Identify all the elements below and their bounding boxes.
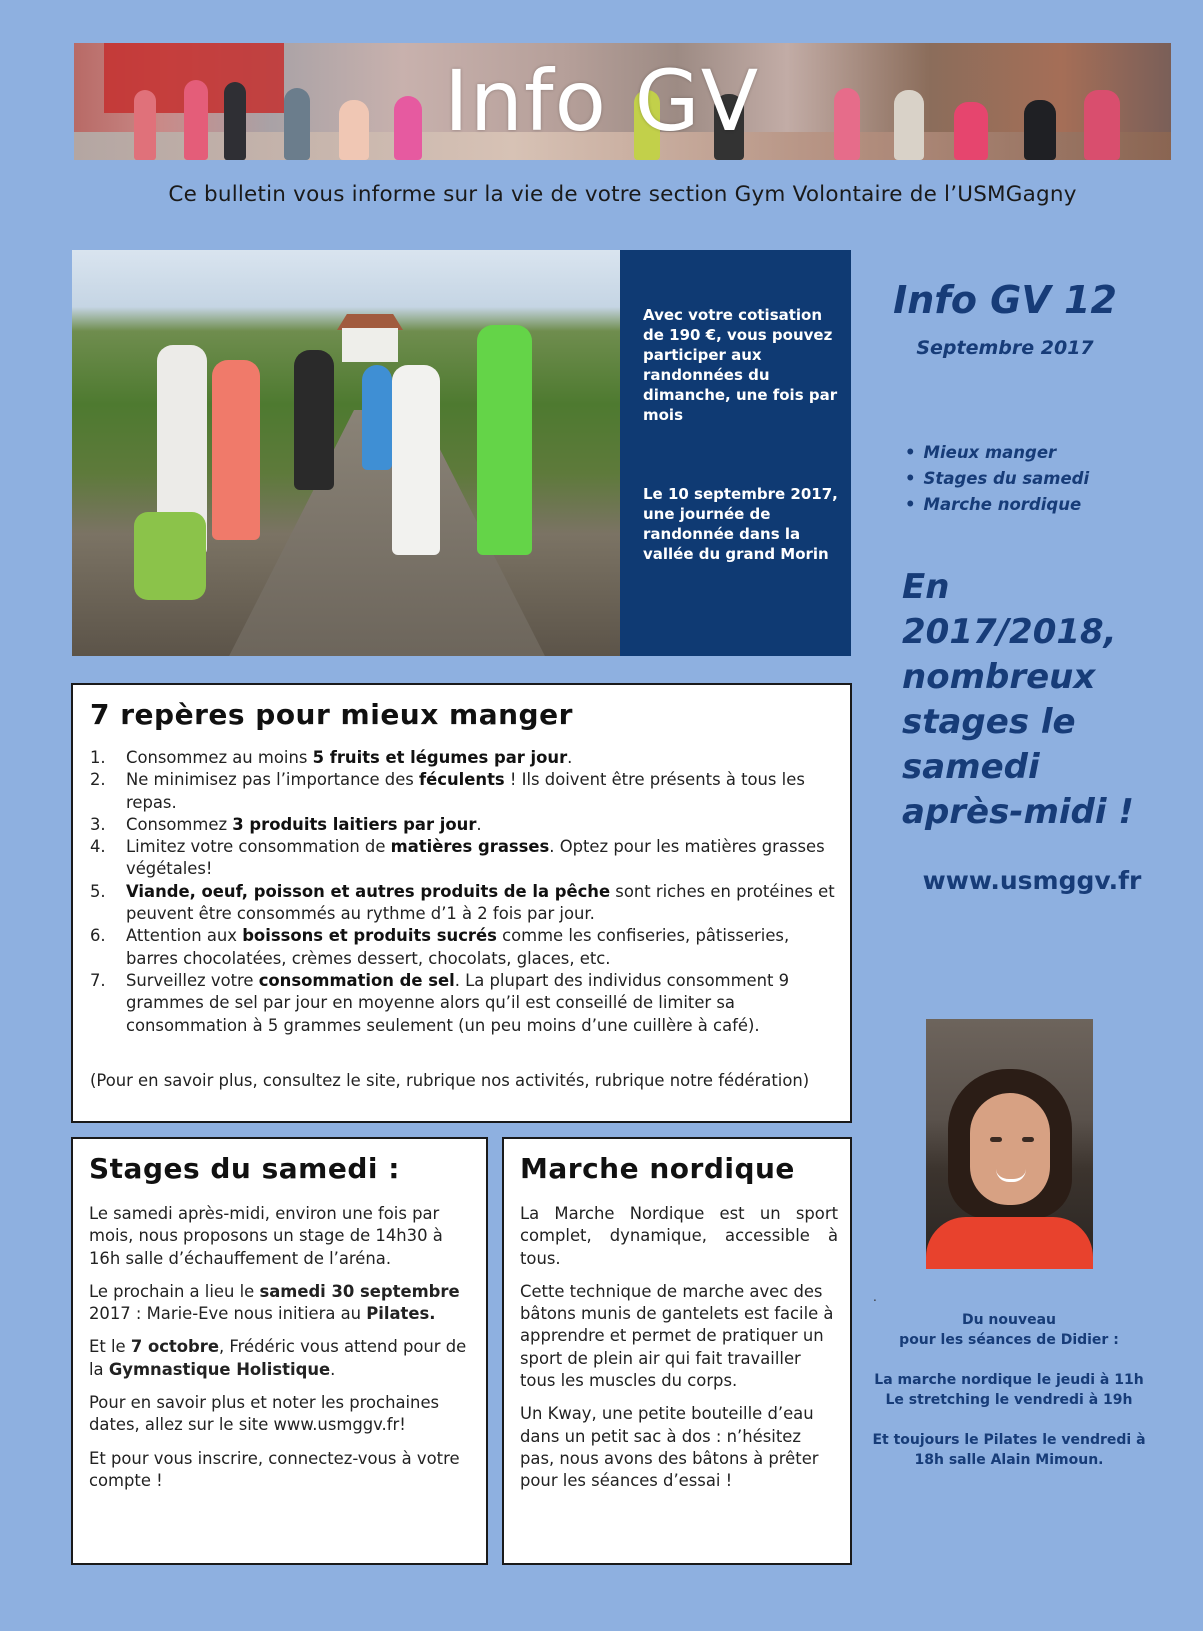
banner-title: Info GV bbox=[444, 52, 760, 150]
summary-list bbox=[905, 440, 1089, 518]
hike-group-photo bbox=[72, 250, 620, 656]
banner-photo-person bbox=[224, 82, 246, 160]
issue-title: Info GV 12 bbox=[893, 278, 1117, 322]
nutrition-item bbox=[90, 925, 835, 970]
item-number: 2. bbox=[90, 770, 106, 790]
item-bold: matières grasses bbox=[390, 837, 550, 857]
nutrition-title: 7 repères pour mieux manger bbox=[90, 698, 573, 731]
photo-hiker bbox=[477, 325, 532, 555]
didier-note-pilates bbox=[870, 1430, 1148, 1470]
stages-title: Stages du samedi : bbox=[89, 1152, 400, 1185]
instructor-portrait bbox=[926, 1019, 1093, 1269]
banner-photo-person bbox=[394, 96, 422, 160]
portrait-eye bbox=[1022, 1137, 1034, 1142]
marche-paragraph: Cette technique de marche avec des bâtons munis de gantelets est facile à apprendre et permet de pratiquer un sport de plein air qui fait travailler tous les muscles du corps. bbox=[520, 1281, 834, 1391]
photo-hiker bbox=[392, 365, 440, 555]
portrait-eye bbox=[990, 1137, 1002, 1142]
item-text: ! Ils doivent être présents à tous les repas. bbox=[126, 770, 805, 812]
item-text: Limitez votre consommation de bbox=[126, 837, 391, 857]
item-text: . La plupart des individus consomment 9 grammes de sel par jour en moyenne alors qu’il est conseillé de limiter sa consommation à 5 grammes seulement (un peu moins d’une cuillère à café). bbox=[126, 970, 790, 1035]
marche-paragraph: Un Kway, une petite bouteille d’eau dans un petit sac à dos : n’hésitez pas, nous avons des bâtons à prêter pour les séances d’essai ! bbox=[520, 1404, 819, 1491]
banner-photo-person bbox=[834, 88, 860, 160]
didier-note-line: Le stretching le vendredi à 19h bbox=[885, 1392, 1133, 1408]
item-bold: boissons et produits sucrés bbox=[242, 926, 497, 946]
stages-paragraph bbox=[89, 1336, 474, 1381]
item-number: 6. bbox=[90, 926, 106, 946]
item-number: 5. bbox=[90, 881, 106, 901]
item-text: Consommez au moins bbox=[126, 748, 313, 767]
stages-bold: Gymnastique Holistique bbox=[108, 1359, 331, 1379]
stages-text: , Frédéric vous attend pour de la bbox=[89, 1337, 467, 1379]
stray-dot: . bbox=[873, 1290, 877, 1304]
didier-schedule-note bbox=[870, 1310, 1148, 1490]
stages-paragraph: Et pour vous inscrire, connectez-vous à votre compte ! bbox=[89, 1448, 460, 1490]
stages-paragraph bbox=[89, 1281, 474, 1326]
item-text: Consommez bbox=[126, 814, 233, 834]
issue-date: Septembre 2017 bbox=[916, 337, 1094, 359]
nutrition-footer: (Pour en savoir plus, consultez le site, rubrique nos activités, rubrique notre fédération) bbox=[90, 1071, 810, 1090]
banner-photo-person bbox=[894, 90, 924, 160]
nutrition-item bbox=[90, 769, 835, 814]
portrait-face bbox=[970, 1093, 1050, 1205]
banner-photo-person bbox=[184, 80, 208, 160]
banner-photo-person bbox=[954, 102, 988, 160]
nutrition-item bbox=[90, 814, 835, 836]
item-number: 3. bbox=[90, 814, 106, 834]
photo-hiker bbox=[294, 350, 334, 490]
item-number: 7. bbox=[90, 970, 106, 990]
item-text: Surveillez votre bbox=[126, 970, 259, 990]
stages-text: Le prochain a lieu le bbox=[89, 1281, 260, 1301]
item-bold: 5 fruits et légumes par jour bbox=[312, 748, 568, 767]
didier-note-intro bbox=[870, 1310, 1148, 1350]
stages-bold: samedi 30 septembre bbox=[259, 1281, 460, 1301]
summary-item: • Mieux manger bbox=[905, 440, 1089, 466]
nutrition-item bbox=[90, 970, 835, 1037]
item-text: comme les confiseries, pâtisseries, barres chocolatées, crèmes dessert, chocolats, glaces, etc. bbox=[126, 926, 790, 968]
hike-date-text: Le 10 septembre 2017, une journée de randonnée dans la vallée du grand Morin bbox=[643, 485, 838, 563]
banner-photo-person bbox=[134, 90, 156, 160]
didier-note-schedule bbox=[870, 1370, 1148, 1410]
banner-photo-person bbox=[1024, 100, 1056, 160]
stages-bold: Pilates. bbox=[366, 1304, 436, 1324]
item-number: 1. bbox=[90, 748, 106, 767]
nutrition-item bbox=[90, 836, 835, 881]
didier-note-line: pour les séances de Didier : bbox=[899, 1332, 1119, 1348]
item-text: . bbox=[567, 748, 573, 767]
website-link[interactable]: www.usmggv.fr bbox=[922, 866, 1142, 895]
stages-paragraph: Pour en savoir plus et noter les prochaines dates, allez sur le site www.usmggv.fr! bbox=[89, 1393, 440, 1435]
cotisation-text: Avec votre cotisation de 190 €, vous pouvez participer aux randonnées du dimanche, une fois par mois bbox=[643, 306, 838, 424]
stages-text: Et le bbox=[89, 1337, 131, 1357]
stages-bold: 7 octobre bbox=[130, 1337, 219, 1357]
item-number: 4. bbox=[90, 837, 106, 857]
didier-note-line: Du nouveau bbox=[961, 1312, 1057, 1328]
cotisation-info-box bbox=[620, 250, 851, 656]
stages-content bbox=[89, 1203, 474, 1503]
header-banner bbox=[74, 43, 1171, 160]
nutrition-list bbox=[90, 747, 835, 1037]
item-bold: 3 produits laitiers par jour bbox=[232, 814, 477, 834]
marche-nordique-section bbox=[502, 1137, 852, 1565]
didier-note-line: La marche nordique le jeudi à 11h bbox=[874, 1372, 1144, 1388]
summary-item: • Marche nordique bbox=[905, 492, 1089, 518]
marche-paragraph: La Marche Nordique est un sport complet, dynamique, accessible à tous. bbox=[520, 1204, 838, 1268]
nutrition-section bbox=[71, 683, 852, 1123]
marche-content bbox=[520, 1203, 838, 1504]
summary-item: • Stages du samedi bbox=[905, 466, 1089, 492]
didier-note-line: Et toujours le Pilates le vendredi à bbox=[872, 1432, 1146, 1448]
item-text: Ne minimisez pas l’importance des bbox=[126, 770, 420, 790]
photo-backpack bbox=[134, 512, 206, 600]
portrait-shirt bbox=[926, 1217, 1093, 1269]
stages-paragraph: Le samedi après-midi, environ une fois par mois, nous proposons un stage de 14h30 à 16h salle d’échauffement de l’aréna. bbox=[89, 1204, 443, 1268]
photo-house bbox=[342, 328, 398, 362]
didier-note-line: 18h salle Alain Mimoun. bbox=[914, 1452, 1104, 1468]
photo-hiker bbox=[362, 365, 392, 470]
stages-section bbox=[71, 1137, 488, 1565]
item-bold: Viande, oeuf, poisson et autres produits de la pêche bbox=[126, 881, 611, 901]
stages-text: . bbox=[330, 1359, 336, 1379]
stages-text: 2017 : Marie-Eve nous initiera au bbox=[89, 1304, 367, 1324]
item-text: . bbox=[476, 814, 482, 834]
item-text: sont riches en protéines et peuvent être consommés au rythme d’1 à 2 fois par jour. bbox=[126, 881, 835, 924]
banner-photo-person bbox=[339, 100, 369, 160]
item-bold: féculents bbox=[419, 770, 505, 790]
promo-text: En 2017/2018, nombreux stages le samedi après-midi ! bbox=[902, 567, 1134, 832]
item-text: Attention aux bbox=[126, 926, 243, 946]
item-bold: consommation de sel bbox=[258, 970, 455, 990]
nutrition-item bbox=[90, 881, 835, 926]
bulletin-subtitle: Ce bulletin vous informe sur la vie de votre section Gym Volontaire de l’USMGagny bbox=[168, 182, 1077, 207]
item-text: . Optez pour les matières grasses végétales! bbox=[126, 837, 825, 879]
banner-photo-person bbox=[1084, 90, 1120, 160]
marche-title: Marche nordique bbox=[520, 1152, 795, 1185]
photo-hiker bbox=[212, 360, 260, 540]
banner-photo-person bbox=[284, 88, 310, 160]
nutrition-item bbox=[90, 747, 835, 769]
